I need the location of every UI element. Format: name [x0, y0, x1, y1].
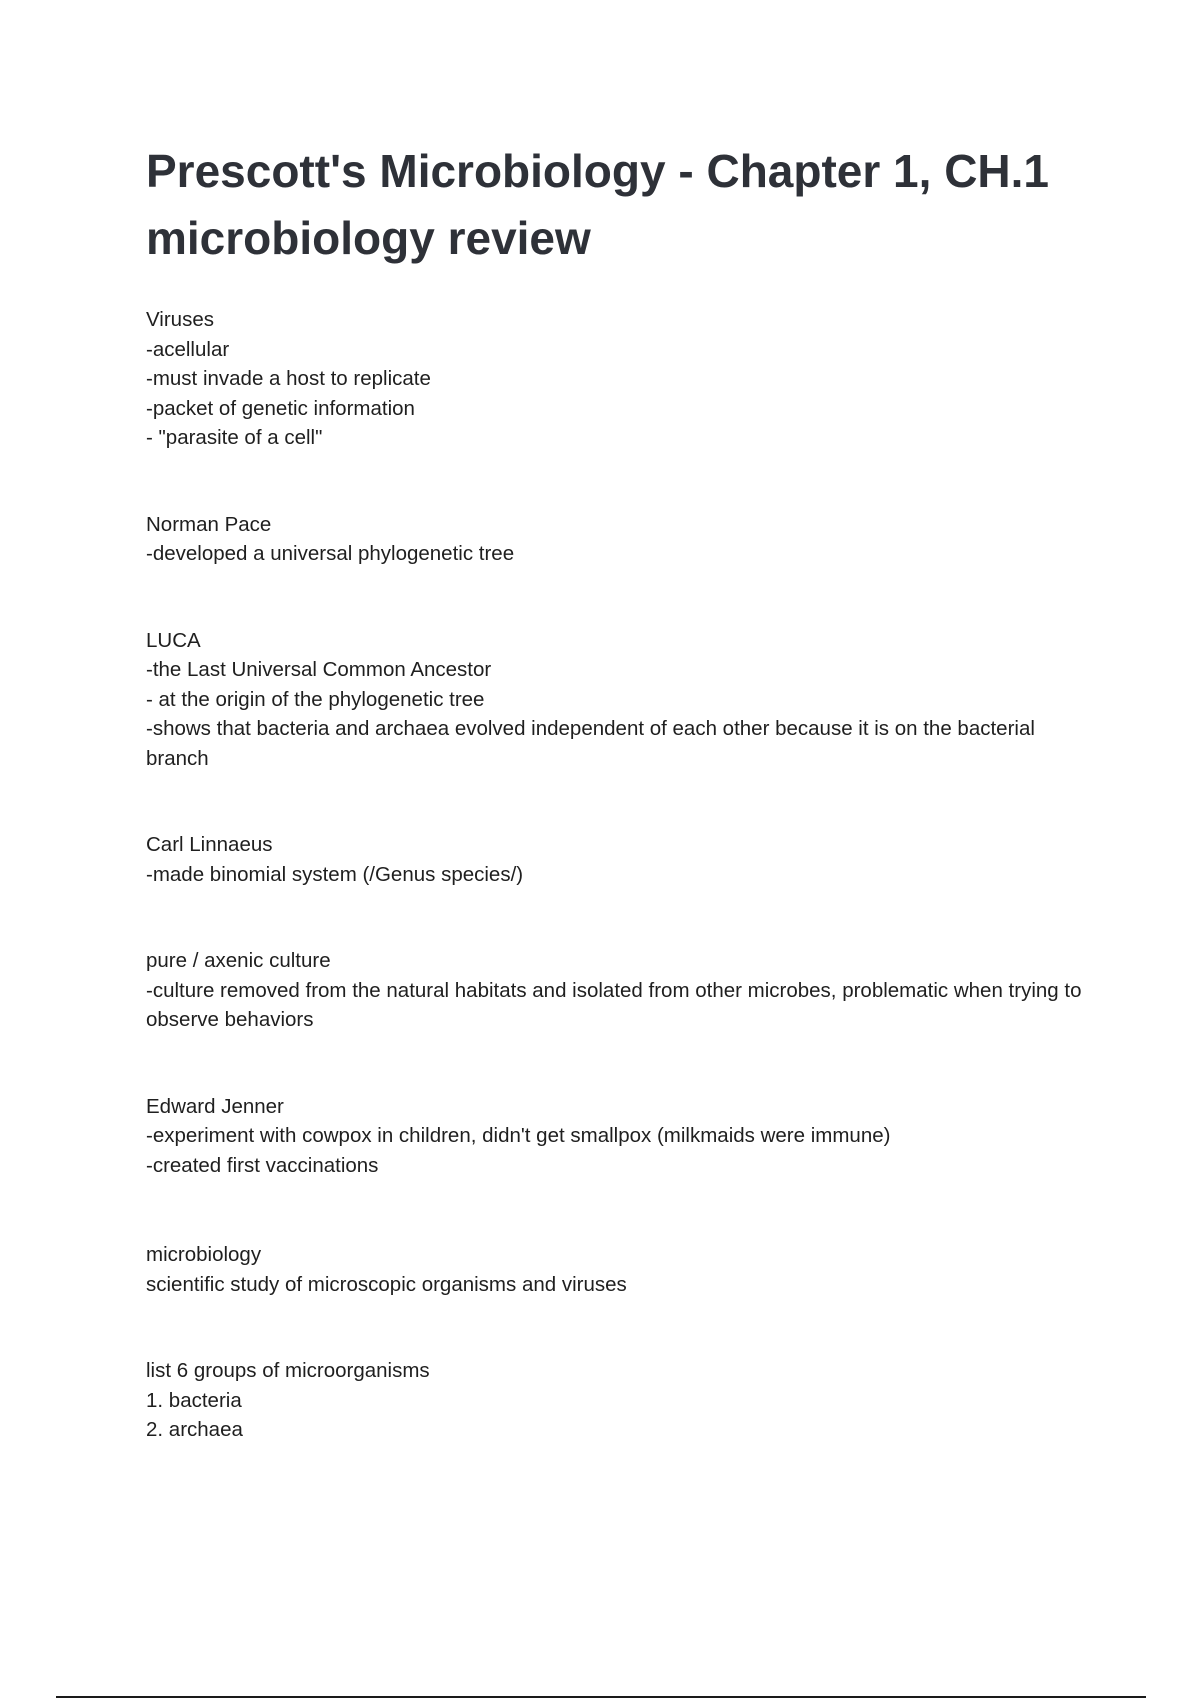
spacer: [146, 1180, 1086, 1240]
spacer: [146, 1299, 1086, 1356]
card-definition-line: 2. archaea: [146, 1418, 243, 1441]
page-title: Prescott's Microbiology - Chapter 1, CH.1 microbiology review: [146, 145, 1049, 264]
flashcard-list: [146, 305, 1086, 1445]
card-definition-line: -culture removed from the natural habitats and isolated from other microbes, problematic when trying to observe behaviors: [146, 978, 1082, 1031]
card-term: list 6 groups of microorganisms: [146, 1359, 430, 1382]
card-microbiology: [146, 1240, 1086, 1299]
card-viruses: [146, 305, 1086, 453]
spacer: [146, 453, 1086, 510]
card-pure-axenic-culture: [146, 946, 1086, 1035]
card-term: Edward Jenner: [146, 1094, 284, 1118]
card-definition-line: -shows that bacteria and archaea evolved independent of each other because it is on the bacterial branch: [146, 717, 1035, 770]
card-term: LUCA: [146, 628, 201, 652]
card-definition-line: scientific study of microscopic organisms and viruses: [146, 1272, 627, 1296]
card-luca: [146, 626, 1086, 774]
card-definition-line: - at the origin of the phylogenetic tree: [146, 687, 485, 711]
spacer: [146, 1035, 1086, 1092]
card-norman-pace: [146, 510, 1086, 569]
card-microorganism-groups: [146, 1356, 1086, 1445]
card-definition-line: -developed a universal phylogenetic tree: [146, 542, 515, 565]
page-bottom-divider: [56, 1696, 1146, 1698]
card-term: Viruses: [146, 308, 214, 331]
card-definition-line: -created first vaccinations: [146, 1153, 379, 1177]
card-term: Norman Pace: [146, 512, 272, 536]
spacer: [146, 569, 1086, 626]
card-term: pure / axenic culture: [146, 949, 331, 972]
card-carl-linnaeus: [146, 830, 1086, 889]
card-definition-line: -made binomial system (/Genus species/): [146, 862, 524, 886]
card-term: microbiology: [146, 1243, 262, 1266]
card-definition-line: 1. bacteria: [146, 1388, 242, 1412]
spacer: [146, 889, 1086, 946]
card-definition-line: -packet of genetic information: [146, 396, 415, 420]
spacer: [146, 773, 1086, 830]
card-edward-jenner: [146, 1092, 1086, 1181]
card-term: Carl Linnaeus: [146, 833, 273, 856]
card-definition-line: -experiment with cowpox in children, didn't get smallpox (milkmaids were immune): [146, 1124, 891, 1147]
card-definition-line: - "parasite of a cell": [146, 426, 323, 449]
card-definition-line: -the Last Universal Common Ancestor: [146, 658, 492, 681]
card-definition-line: -acellular: [146, 337, 230, 361]
card-definition-line: -must invade a host to replicate: [146, 367, 431, 390]
